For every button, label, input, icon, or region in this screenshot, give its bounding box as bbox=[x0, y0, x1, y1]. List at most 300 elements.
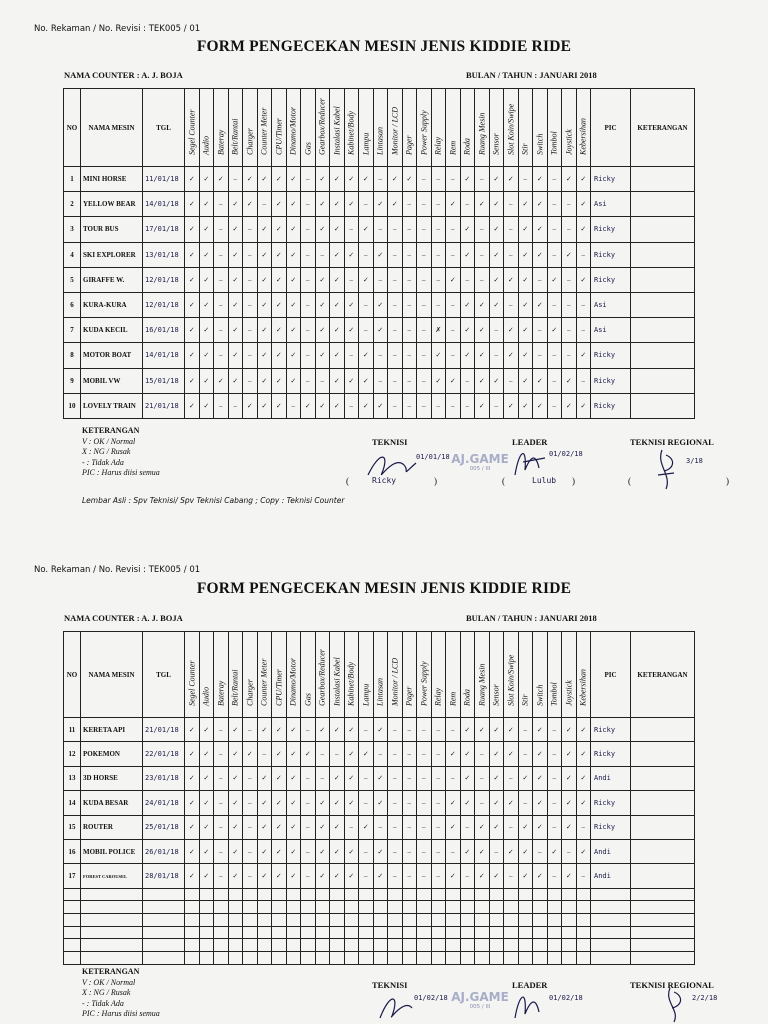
check-mark bbox=[402, 888, 417, 901]
check-mark: – bbox=[446, 343, 461, 368]
check-mark: – bbox=[359, 766, 374, 790]
check-mark: – bbox=[504, 766, 519, 790]
check-mark: ✓ bbox=[576, 167, 591, 192]
check-mark bbox=[417, 914, 432, 927]
check-mark: ✓ bbox=[286, 217, 301, 242]
pic-name: Ricky bbox=[591, 742, 631, 766]
check-mark: – bbox=[402, 343, 417, 368]
row-number: 2 bbox=[64, 192, 81, 217]
check-mark: ✓ bbox=[446, 192, 461, 217]
check-mark: ✓ bbox=[446, 742, 461, 766]
header-check-column: Relay bbox=[431, 89, 446, 167]
header-nama-mesin: NAMA MESIN bbox=[81, 89, 143, 167]
check-mark: – bbox=[402, 742, 417, 766]
header-check-column: Switch bbox=[533, 632, 548, 718]
check-mark: ✓ bbox=[373, 864, 388, 888]
check-mark bbox=[518, 939, 533, 952]
header-keterangan: KETERANGAN bbox=[631, 632, 695, 718]
legend-ng: X : NG / Rusak bbox=[82, 988, 131, 997]
check-mark: – bbox=[562, 839, 577, 863]
check-mark bbox=[228, 926, 243, 939]
header-check-column: Power Supply bbox=[417, 89, 432, 167]
check-mark: – bbox=[243, 217, 258, 242]
check-mark bbox=[228, 914, 243, 927]
check-date: 26/01/18 bbox=[143, 839, 185, 863]
check-mark: ✓ bbox=[199, 192, 214, 217]
check-mark: ✓ bbox=[504, 343, 519, 368]
check-mark bbox=[475, 926, 490, 939]
check-mark bbox=[330, 901, 345, 914]
check-mark: ✓ bbox=[199, 839, 214, 863]
check-mark: ✓ bbox=[518, 393, 533, 418]
check-mark: – bbox=[330, 742, 345, 766]
check-mark: – bbox=[301, 318, 316, 343]
check-mark: ✓ bbox=[518, 864, 533, 888]
check-mark: ✓ bbox=[533, 791, 548, 815]
check-mark: – bbox=[547, 242, 562, 267]
check-mark: ✓ bbox=[286, 718, 301, 742]
check-mark: ✓ bbox=[344, 318, 359, 343]
check-mark: – bbox=[286, 393, 301, 418]
check-mark bbox=[301, 939, 316, 952]
check-mark: ✓ bbox=[286, 766, 301, 790]
check-mark: ✓ bbox=[199, 742, 214, 766]
table-row bbox=[64, 766, 695, 790]
pic-name: Ricky bbox=[591, 393, 631, 418]
row-number bbox=[64, 939, 81, 952]
header-check-column: Sensor bbox=[489, 89, 504, 167]
check-mark: ✓ bbox=[315, 393, 330, 418]
check-mark: – bbox=[214, 343, 229, 368]
check-mark bbox=[504, 888, 519, 901]
check-mark: – bbox=[431, 167, 446, 192]
keterangan-cell bbox=[631, 864, 695, 888]
check-mark: ✓ bbox=[185, 393, 200, 418]
header-check-column: Bateray bbox=[214, 89, 229, 167]
check-mark bbox=[185, 901, 200, 914]
check-mark bbox=[576, 939, 591, 952]
row-number bbox=[64, 952, 81, 965]
row-number: 15 bbox=[64, 815, 81, 839]
leader-signature bbox=[505, 982, 595, 1022]
table-row bbox=[64, 901, 695, 914]
pic-name bbox=[591, 926, 631, 939]
pic-name: Asi bbox=[591, 292, 631, 317]
check-mark: ✓ bbox=[315, 718, 330, 742]
check-mark: ✓ bbox=[373, 766, 388, 790]
check-mark: ✓ bbox=[330, 864, 345, 888]
check-mark: ✓ bbox=[228, 192, 243, 217]
check-mark: – bbox=[533, 839, 548, 863]
header-check-column: Slot Koin/Swipe bbox=[504, 89, 519, 167]
check-mark bbox=[257, 952, 272, 965]
row-number bbox=[64, 914, 81, 927]
table-row bbox=[64, 914, 695, 927]
header-check-column: Gas bbox=[301, 89, 316, 167]
check-mark: ✓ bbox=[359, 217, 374, 242]
check-date: 12/01/18 bbox=[143, 292, 185, 317]
check-mark bbox=[373, 888, 388, 901]
check-mark: ✓ bbox=[185, 815, 200, 839]
machine-name: 3D HORSE bbox=[81, 766, 143, 790]
check-mark bbox=[402, 939, 417, 952]
check-mark: ✓ bbox=[504, 742, 519, 766]
check-mark: ✓ bbox=[489, 742, 504, 766]
check-mark: – bbox=[547, 343, 562, 368]
header-no: NO bbox=[64, 89, 81, 167]
header-tgl: TGL bbox=[143, 89, 185, 167]
check-mark: – bbox=[344, 393, 359, 418]
check-mark bbox=[489, 939, 504, 952]
check-mark: ✓ bbox=[257, 318, 272, 343]
check-mark: – bbox=[388, 766, 403, 790]
keterangan-cell bbox=[631, 766, 695, 790]
check-mark: ✓ bbox=[272, 864, 287, 888]
check-mark: – bbox=[214, 766, 229, 790]
check-mark: ✓ bbox=[315, 192, 330, 217]
check-mark: – bbox=[562, 343, 577, 368]
check-mark: ✓ bbox=[460, 791, 475, 815]
check-mark: ✓ bbox=[489, 267, 504, 292]
check-mark: – bbox=[547, 167, 562, 192]
check-mark bbox=[301, 952, 316, 965]
check-mark bbox=[344, 901, 359, 914]
check-mark bbox=[214, 926, 229, 939]
header-check-column: Belt/Rantai bbox=[228, 89, 243, 167]
keterangan-cell bbox=[631, 926, 695, 939]
check-mark bbox=[576, 914, 591, 927]
check-mark: – bbox=[417, 742, 432, 766]
check-mark: – bbox=[504, 815, 519, 839]
check-mark: ✓ bbox=[185, 267, 200, 292]
check-mark: ✓ bbox=[388, 167, 403, 192]
header-check-column: Gas bbox=[301, 632, 316, 718]
row-number: 8 bbox=[64, 343, 81, 368]
header-check-column: Relay bbox=[431, 632, 446, 718]
check-mark: ✓ bbox=[344, 864, 359, 888]
keterangan-cell bbox=[631, 888, 695, 901]
check-mark bbox=[460, 914, 475, 927]
check-mark bbox=[388, 952, 403, 965]
header-check-column: Roda bbox=[460, 89, 475, 167]
check-mark: ✓ bbox=[359, 368, 374, 393]
check-mark: – bbox=[402, 368, 417, 393]
check-mark: ✓ bbox=[185, 742, 200, 766]
regional-label: TEKNISI REGIONAL bbox=[630, 980, 714, 990]
teknisi-label: TEKNISI bbox=[372, 980, 408, 990]
check-mark: ✓ bbox=[272, 742, 287, 766]
check-mark bbox=[417, 952, 432, 965]
check-mark bbox=[417, 939, 432, 952]
row-number: 5 bbox=[64, 267, 81, 292]
check-mark: – bbox=[388, 864, 403, 888]
check-mark: – bbox=[446, 766, 461, 790]
check-mark: ✓ bbox=[243, 167, 258, 192]
keterangan-cell bbox=[631, 939, 695, 952]
check-mark: ✓ bbox=[199, 718, 214, 742]
check-mark: – bbox=[301, 167, 316, 192]
check-mark bbox=[446, 952, 461, 965]
check-mark: ✓ bbox=[199, 815, 214, 839]
check-mark: ✓ bbox=[228, 791, 243, 815]
check-mark bbox=[446, 939, 461, 952]
check-mark: ✓ bbox=[185, 217, 200, 242]
check-mark: – bbox=[417, 292, 432, 317]
check-mark: – bbox=[489, 343, 504, 368]
check-mark: – bbox=[388, 791, 403, 815]
keterangan-cell bbox=[631, 914, 695, 927]
check-mark: – bbox=[446, 718, 461, 742]
check-mark: – bbox=[243, 292, 258, 317]
check-mark: ✓ bbox=[547, 839, 562, 863]
machine-name: MOBIL POLICE bbox=[81, 839, 143, 863]
check-mark bbox=[562, 926, 577, 939]
check-mark bbox=[402, 914, 417, 927]
check-mark: ✓ bbox=[576, 718, 591, 742]
check-mark: ✓ bbox=[286, 839, 301, 863]
check-mark: ✓ bbox=[460, 343, 475, 368]
pic-name: Ricky bbox=[591, 343, 631, 368]
check-mark: ✓ bbox=[199, 766, 214, 790]
check-mark: – bbox=[315, 766, 330, 790]
check-mark: – bbox=[359, 718, 374, 742]
row-number: 6 bbox=[64, 292, 81, 317]
check-date: 12/01/18 bbox=[143, 267, 185, 292]
teknisi-signature bbox=[372, 986, 462, 1022]
check-mark: ✓ bbox=[315, 791, 330, 815]
check-mark: – bbox=[518, 167, 533, 192]
check-mark: ✓ bbox=[257, 217, 272, 242]
check-mark: ✓ bbox=[272, 815, 287, 839]
check-mark bbox=[257, 939, 272, 952]
check-mark: ✓ bbox=[185, 192, 200, 217]
check-mark bbox=[489, 914, 504, 927]
row-number: 17 bbox=[64, 864, 81, 888]
check-mark: – bbox=[388, 815, 403, 839]
header-check-column: Segel Counter bbox=[185, 632, 200, 718]
header-check-column: Kebersihan bbox=[576, 89, 591, 167]
check-mark: – bbox=[214, 242, 229, 267]
header-check-column: Lampu bbox=[359, 89, 374, 167]
check-mark: – bbox=[460, 368, 475, 393]
check-mark: ✓ bbox=[330, 267, 345, 292]
machine-name bbox=[81, 914, 143, 927]
check-mark: ✓ bbox=[228, 864, 243, 888]
check-mark: ✓ bbox=[373, 791, 388, 815]
check-mark: – bbox=[446, 393, 461, 418]
check-mark: – bbox=[388, 343, 403, 368]
check-mark: – bbox=[214, 267, 229, 292]
check-mark: ✓ bbox=[315, 318, 330, 343]
header-pic: PIC bbox=[591, 632, 631, 718]
check-mark: ✓ bbox=[359, 815, 374, 839]
check-mark bbox=[257, 888, 272, 901]
check-mark: – bbox=[214, 815, 229, 839]
check-mark bbox=[315, 901, 330, 914]
machine-name: KURA-KURA bbox=[81, 292, 143, 317]
company-stamp: AJ.GAME 005 / III bbox=[451, 990, 509, 1010]
legend-none: - : Tidak Ada bbox=[82, 457, 124, 467]
check-mark: ✓ bbox=[257, 292, 272, 317]
check-mark: ✓ bbox=[286, 292, 301, 317]
keterangan-cell bbox=[631, 901, 695, 914]
check-mark: ✓ bbox=[489, 791, 504, 815]
pic-name: Asi bbox=[591, 192, 631, 217]
svg-text:01/02/18: 01/02/18 bbox=[549, 450, 583, 458]
check-mark: ✓ bbox=[228, 368, 243, 393]
check-mark bbox=[243, 914, 258, 927]
check-date bbox=[143, 901, 185, 914]
table-row bbox=[64, 926, 695, 939]
check-mark: – bbox=[475, 791, 490, 815]
check-mark: – bbox=[417, 839, 432, 863]
check-mark: ✓ bbox=[518, 815, 533, 839]
check-mark: ✓ bbox=[562, 167, 577, 192]
check-mark: – bbox=[446, 318, 461, 343]
check-mark: ✓ bbox=[330, 242, 345, 267]
header-check-column: Instalasi Kabel bbox=[330, 89, 345, 167]
check-mark: ✓ bbox=[359, 393, 374, 418]
check-mark: ✓ bbox=[373, 718, 388, 742]
pic-name: Ricky bbox=[591, 791, 631, 815]
check-mark: – bbox=[576, 292, 591, 317]
check-mark: ✓ bbox=[272, 791, 287, 815]
table-row bbox=[64, 952, 695, 965]
check-mark: – bbox=[431, 839, 446, 863]
check-mark: ✓ bbox=[518, 192, 533, 217]
legend-ok: V : OK / Normal bbox=[82, 977, 136, 987]
check-date: 14/01/18 bbox=[143, 343, 185, 368]
check-mark: – bbox=[547, 766, 562, 790]
check-mark: ✓ bbox=[547, 318, 562, 343]
check-mark bbox=[286, 926, 301, 939]
check-mark: ✓ bbox=[301, 393, 316, 418]
check-mark bbox=[373, 901, 388, 914]
check-mark bbox=[460, 939, 475, 952]
check-mark: ✓ bbox=[257, 815, 272, 839]
check-mark: ✓ bbox=[576, 742, 591, 766]
check-mark: – bbox=[547, 292, 562, 317]
check-mark: – bbox=[475, 742, 490, 766]
check-mark: ✓ bbox=[533, 292, 548, 317]
check-mark: ✓ bbox=[272, 839, 287, 863]
check-mark bbox=[475, 914, 490, 927]
check-mark: – bbox=[402, 815, 417, 839]
row-number: 4 bbox=[64, 242, 81, 267]
header-check-column: Charger bbox=[243, 632, 258, 718]
check-mark bbox=[489, 926, 504, 939]
check-mark: – bbox=[417, 167, 432, 192]
machine-name: POKEMON bbox=[81, 742, 143, 766]
check-mark bbox=[446, 914, 461, 927]
check-mark: ✓ bbox=[460, 718, 475, 742]
check-mark: – bbox=[417, 192, 432, 217]
check-mark bbox=[402, 952, 417, 965]
check-mark: – bbox=[417, 393, 432, 418]
check-mark: – bbox=[431, 292, 446, 317]
pic-name: Ricky bbox=[591, 242, 631, 267]
check-mark bbox=[547, 939, 562, 952]
check-mark: ✓ bbox=[228, 242, 243, 267]
check-mark: ✓ bbox=[257, 393, 272, 418]
header-check-column: Lampu bbox=[359, 632, 374, 718]
check-mark: ✓ bbox=[518, 217, 533, 242]
check-mark: ✓ bbox=[475, 815, 490, 839]
check-mark: ✓ bbox=[286, 343, 301, 368]
check-mark: ✓ bbox=[257, 343, 272, 368]
check-mark: ✓ bbox=[533, 242, 548, 267]
check-mark: – bbox=[402, 292, 417, 317]
check-mark: – bbox=[431, 393, 446, 418]
check-mark: ✓ bbox=[243, 192, 258, 217]
check-mark: ✓ bbox=[286, 242, 301, 267]
pic-name: Andi bbox=[591, 839, 631, 863]
check-mark: ✓ bbox=[286, 791, 301, 815]
check-mark: ✓ bbox=[257, 839, 272, 863]
header-check-column: Belt/Rantai bbox=[228, 632, 243, 718]
legend-ng: X : NG / Rusak bbox=[82, 447, 131, 456]
header-check-column: Ruang Mesin bbox=[475, 632, 490, 718]
check-mark: – bbox=[446, 839, 461, 863]
check-mark bbox=[562, 901, 577, 914]
check-mark: – bbox=[373, 742, 388, 766]
check-mark bbox=[417, 901, 432, 914]
header-check-column: Stir bbox=[518, 632, 533, 718]
check-mark: – bbox=[301, 864, 316, 888]
check-mark: – bbox=[547, 815, 562, 839]
header-check-column: Switch bbox=[533, 89, 548, 167]
check-mark: – bbox=[547, 393, 562, 418]
check-mark bbox=[344, 888, 359, 901]
check-mark: – bbox=[243, 791, 258, 815]
check-mark bbox=[214, 914, 229, 927]
leader-label: LEADER bbox=[512, 437, 548, 447]
check-mark: – bbox=[518, 742, 533, 766]
check-mark: ✓ bbox=[576, 267, 591, 292]
check-mark: – bbox=[460, 192, 475, 217]
check-mark: ✓ bbox=[185, 766, 200, 790]
leader-label: LEADER bbox=[512, 980, 548, 990]
check-mark bbox=[576, 901, 591, 914]
check-mark bbox=[359, 939, 374, 952]
pic-name: Ricky bbox=[591, 718, 631, 742]
check-mark: ✓ bbox=[199, 343, 214, 368]
check-mark: ✓ bbox=[359, 742, 374, 766]
check-mark bbox=[315, 926, 330, 939]
check-mark: – bbox=[431, 192, 446, 217]
check-mark bbox=[402, 901, 417, 914]
check-mark: – bbox=[562, 267, 577, 292]
check-mark: ✓ bbox=[460, 742, 475, 766]
check-mark: ✓ bbox=[228, 766, 243, 790]
check-date bbox=[143, 939, 185, 952]
header-check-column: Tombol bbox=[547, 89, 562, 167]
check-mark: – bbox=[243, 766, 258, 790]
check-mark: – bbox=[562, 292, 577, 317]
check-mark bbox=[431, 939, 446, 952]
check-mark: ✓ bbox=[199, 242, 214, 267]
check-mark: – bbox=[359, 192, 374, 217]
check-mark: – bbox=[547, 368, 562, 393]
table-row bbox=[64, 839, 695, 863]
check-mark: – bbox=[214, 864, 229, 888]
check-mark: – bbox=[417, 791, 432, 815]
check-mark: ✓ bbox=[185, 718, 200, 742]
regional-label: TEKNISI REGIONAL bbox=[630, 437, 714, 447]
svg-text:3/18: 3/18 bbox=[686, 457, 703, 465]
check-mark: ✓ bbox=[475, 864, 490, 888]
check-mark: – bbox=[301, 839, 316, 863]
